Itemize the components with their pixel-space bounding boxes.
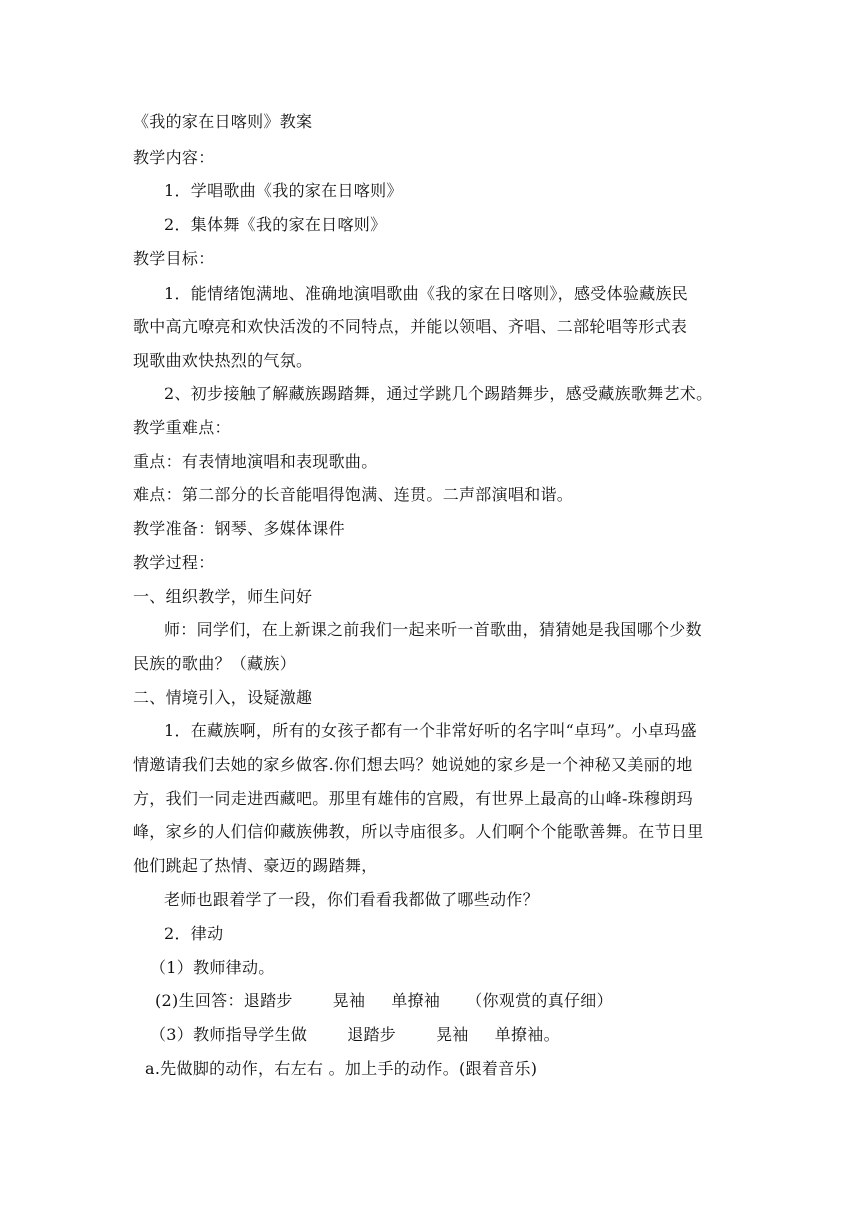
move-sway-sleeve: 晃袖 bbox=[436, 1025, 469, 1044]
rhythm-item-3 bbox=[150, 1025, 560, 1045]
step-1-text: 师：同学们，在上新课之前我们一起来听一首歌曲，猜猜她是我国哪个少数 bbox=[164, 620, 702, 639]
step-1-text: 民族的歌曲？（藏族） bbox=[133, 654, 297, 673]
content-item: 2．集体舞《我的家在日喀则》 bbox=[164, 215, 387, 234]
difficulty: 难点：第二部分的长音能唱得饱满、连贯。二声部演唱和谐。 bbox=[133, 485, 574, 504]
rhythm-item-3-lead: （3）教师指导学生做 bbox=[150, 1025, 308, 1044]
goal-1-line: 1．能情绪饱满地、准确地演唱歌曲《我的家在日喀则》，感受体验藏族民 bbox=[164, 284, 689, 303]
step-2-para-line: 他们跳起了热情、豪迈的踢踏舞， bbox=[133, 856, 378, 875]
doc-title: 《我的家在日喀则》教案 bbox=[133, 112, 313, 131]
rhythm-item-2 bbox=[155, 991, 613, 1011]
goals-heading: 教学目标： bbox=[133, 249, 215, 268]
key-heading: 教学重难点： bbox=[133, 418, 231, 437]
move-single-sleeve: 单撩袖 bbox=[391, 991, 441, 1010]
move-single-sleeve: 单撩袖。 bbox=[494, 1025, 560, 1044]
goal-2: 2、初步接触了解藏族踢踏舞，通过学跳几个踢踏舞步，感受藏族歌舞艺术。 bbox=[164, 384, 713, 403]
step-2-para-line: 情邀请我们去她的家乡做客.你们想去吗？她说她的家乡是一个神秘又美丽的地 bbox=[133, 755, 693, 774]
step-1-heading: 一、组织教学，师生问好 bbox=[133, 587, 313, 606]
rhythm-heading: 2．律动 bbox=[164, 924, 224, 943]
goal-1-line: 现歌曲欢快热烈的气氛。 bbox=[133, 351, 313, 370]
rhythm-item-a: a.先做脚的动作，右左右 。加上手的动作。(跟着音乐) bbox=[145, 1059, 538, 1078]
content-item: 1．学唱歌曲《我的家在日喀则》 bbox=[164, 181, 403, 200]
teacher-line: 老师也跟着学了一段，你们看看我都做了哪些动作？ bbox=[164, 890, 539, 909]
process-heading: 教学过程： bbox=[133, 553, 215, 572]
rhythm-item-1: （1）教师律动。 bbox=[150, 958, 275, 977]
content-heading: 教学内容： bbox=[133, 148, 215, 167]
move-sway-sleeve: 晃袖 bbox=[332, 991, 366, 1010]
step-2-para-line: 峰，家乡的人们信仰藏族佛教，所以寺庙很多。人们啊个个能歌善舞。在节日里 bbox=[133, 822, 704, 841]
step-2-para-line: 方，我们一同走进西藏吧。那里有雄伟的宫殿，有世界上最高的山峰-珠穆朗玛 bbox=[133, 789, 693, 808]
goal-1-line: 歌中高亢嘹亮和欢快活泼的不同特点，并能以领唱、齐唱、二部轮唱等形式表 bbox=[133, 317, 688, 336]
preparation: 教学准备：钢琴、多媒体课件 bbox=[133, 519, 345, 538]
rhythm-item-2-lead: (2)生回答：退踏步 bbox=[155, 991, 293, 1010]
step-2-heading: 二、情境引入，设疑激趣 bbox=[133, 688, 313, 707]
praise-note: （你观赏的真仔细） bbox=[466, 991, 613, 1010]
key-point: 重点：有表情地演唱和表现歌曲。 bbox=[133, 452, 378, 471]
step-2-para-line: 1．在藏族啊，所有的女孩子都有一个非常好听的名字叫“卓玛”。小卓玛盛 bbox=[164, 721, 697, 740]
move-back-step: 退踏步 bbox=[347, 1025, 397, 1044]
